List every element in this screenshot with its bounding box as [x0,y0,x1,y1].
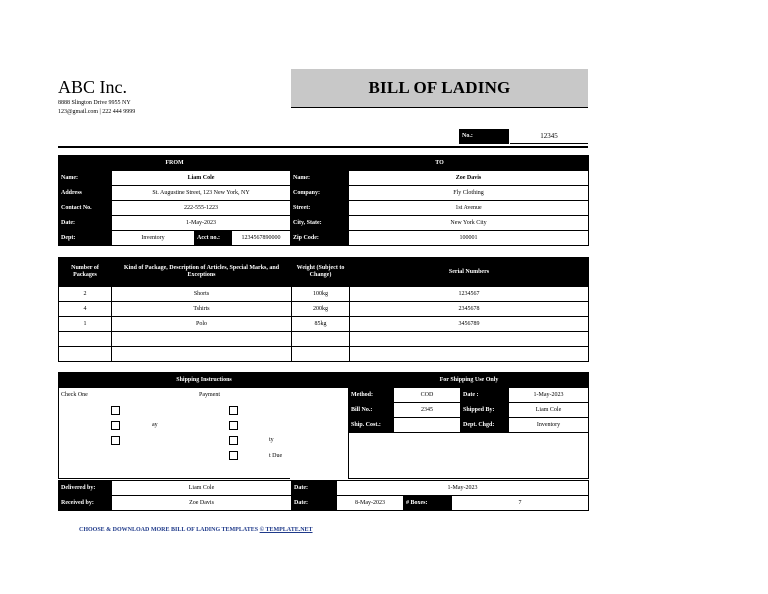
from-header: FROM [59,156,291,171]
from-address: St. Augustine Street, 123 New York, NY [112,186,291,201]
delivered-by-label: Delivered by: [59,481,112,496]
shipping-use-only-table [348,387,589,479]
payment-option-checkbox[interactable] [229,421,238,430]
from-dept-label: Dept: [59,231,112,246]
to-city: New York City [349,216,589,231]
to-zip-label: Zip Code: [291,231,349,246]
company-name: ABC Inc. [58,77,127,97]
to-street: 1st Avenue [349,201,589,216]
document-title-box [291,69,588,108]
to-street-label: Street: [291,201,349,216]
from-name: Liam Cole [112,171,291,186]
package-num: 1 [59,317,112,332]
method-label: Method: [349,388,394,403]
package-num [59,332,112,347]
to-name-label: Name: [291,171,349,186]
shipping-instructions-area [58,387,290,479]
to-city-label: City, State: [291,216,349,231]
header-divider [58,146,588,148]
package-weight: 85kg [292,317,350,332]
package-serial: 2345678 [350,302,589,317]
number-label: No.: [459,129,509,144]
bill-no-label: Bill No.: [349,403,394,418]
check-one-label: Check One [61,392,88,398]
packages-header-weight: Weight (Subject to Change) [292,258,350,287]
payment-label: Payment [199,392,220,398]
package-serial [350,347,589,362]
package-weight: 100kg [292,287,350,302]
bill-no-value: 2345 [394,403,461,418]
received-by-label: Received by: [59,496,112,511]
payment-option-checkbox[interactable] [229,406,238,415]
company-address-block [58,99,135,117]
from-date: 1-May-2023 [112,216,291,231]
from-acct: 1234567890000 [232,231,291,246]
check-option-checkbox[interactable] [111,436,120,445]
payment-option-checkbox[interactable] [229,436,238,445]
boxes-label: # Boxes: [404,496,452,511]
package-kind [112,332,292,347]
delivered-date-label: Date: [292,481,337,496]
from-acct-label: Acct no.: [195,231,232,246]
package-num [59,347,112,362]
footer-link[interactable]: © TEMPLATE.NET [259,527,313,533]
company-contact: 123@gmail.com | 222 444 9999 [58,109,136,115]
payment-option-label: ty [269,437,274,443]
number-value: 12345 [510,129,588,144]
from-to-table [58,155,589,246]
delivered-by-value: Liam Cole [112,481,292,496]
payment-option-label: t Due [269,453,283,459]
from-date-label: Date: [59,216,112,231]
package-serial: 1234567 [350,287,589,302]
package-kind: Tshirts [112,302,292,317]
packages-header-num: Number of Packages [59,258,112,287]
shipped-by-label: Shipped By: [461,403,509,418]
package-kind [112,347,292,362]
shipping-instructions-header: Shipping Instructions [59,373,350,388]
delivered-date-value: 1-May-2023 [337,481,589,496]
footer-text: CHOOSE & DOWNLOAD MORE BILL OF LADING TEMPLATES [79,527,259,533]
to-company-label: Company: [291,186,349,201]
boxes-value: 7 [452,496,589,511]
shipped-by-value: Liam Cole [509,403,589,418]
package-num: 2 [59,287,112,302]
payment-option-checkbox[interactable] [229,451,238,460]
package-num: 4 [59,302,112,317]
ship-date-value: 1-May-2023 [509,388,589,403]
shipping-use-only-header: For Shipping Use Only [350,373,589,388]
check-option-checkbox[interactable] [111,421,120,430]
to-name: Zoe Davis [349,171,589,186]
received-by-value: Zoe Davis [112,496,292,511]
dept-chgd-label: Dept. Chgd: [461,418,509,433]
shipping-notes-area [349,433,589,479]
shipping-table [58,372,589,388]
delivery-table [58,480,589,511]
packages-header-kind: Kind of Package, Description of Articles, Special Marks, and Exceptions [112,258,292,287]
to-company: Fly Clothing [349,186,589,201]
from-dept: Inventory [112,231,195,246]
package-weight [292,347,350,362]
document-title: BILL OF LADING [368,78,511,97]
received-date-label: Date: [292,496,337,511]
method-value: COD [394,388,461,403]
from-contact-label: Contact No. [59,201,112,216]
received-date-value: 8-May-2023 [337,496,404,511]
from-name-label: Name: [59,171,112,186]
packages-table [58,257,589,362]
company-address: 8888 Slington Drive 9955 NY [58,100,131,106]
packages-header-serial: Serial Numbers [350,258,589,287]
from-address-label: Address [59,186,112,201]
package-kind: Polo [112,317,292,332]
to-header: TO [291,156,589,171]
package-kind: Shorts [112,287,292,302]
from-contact: 222-555-1223 [112,201,291,216]
dept-chgd-value: Inventory [509,418,589,433]
check-option-label: ay [152,422,158,428]
footer [79,527,313,533]
to-zip: 100001 [349,231,589,246]
ship-cost-label: Ship. Cost.: [349,418,394,433]
package-weight: 200kg [292,302,350,317]
package-serial [350,332,589,347]
package-serial: 3456789 [350,317,589,332]
check-option-checkbox[interactable] [111,406,120,415]
package-weight [292,332,350,347]
ship-cost-value [394,418,461,433]
ship-date-label: Date : [461,388,509,403]
